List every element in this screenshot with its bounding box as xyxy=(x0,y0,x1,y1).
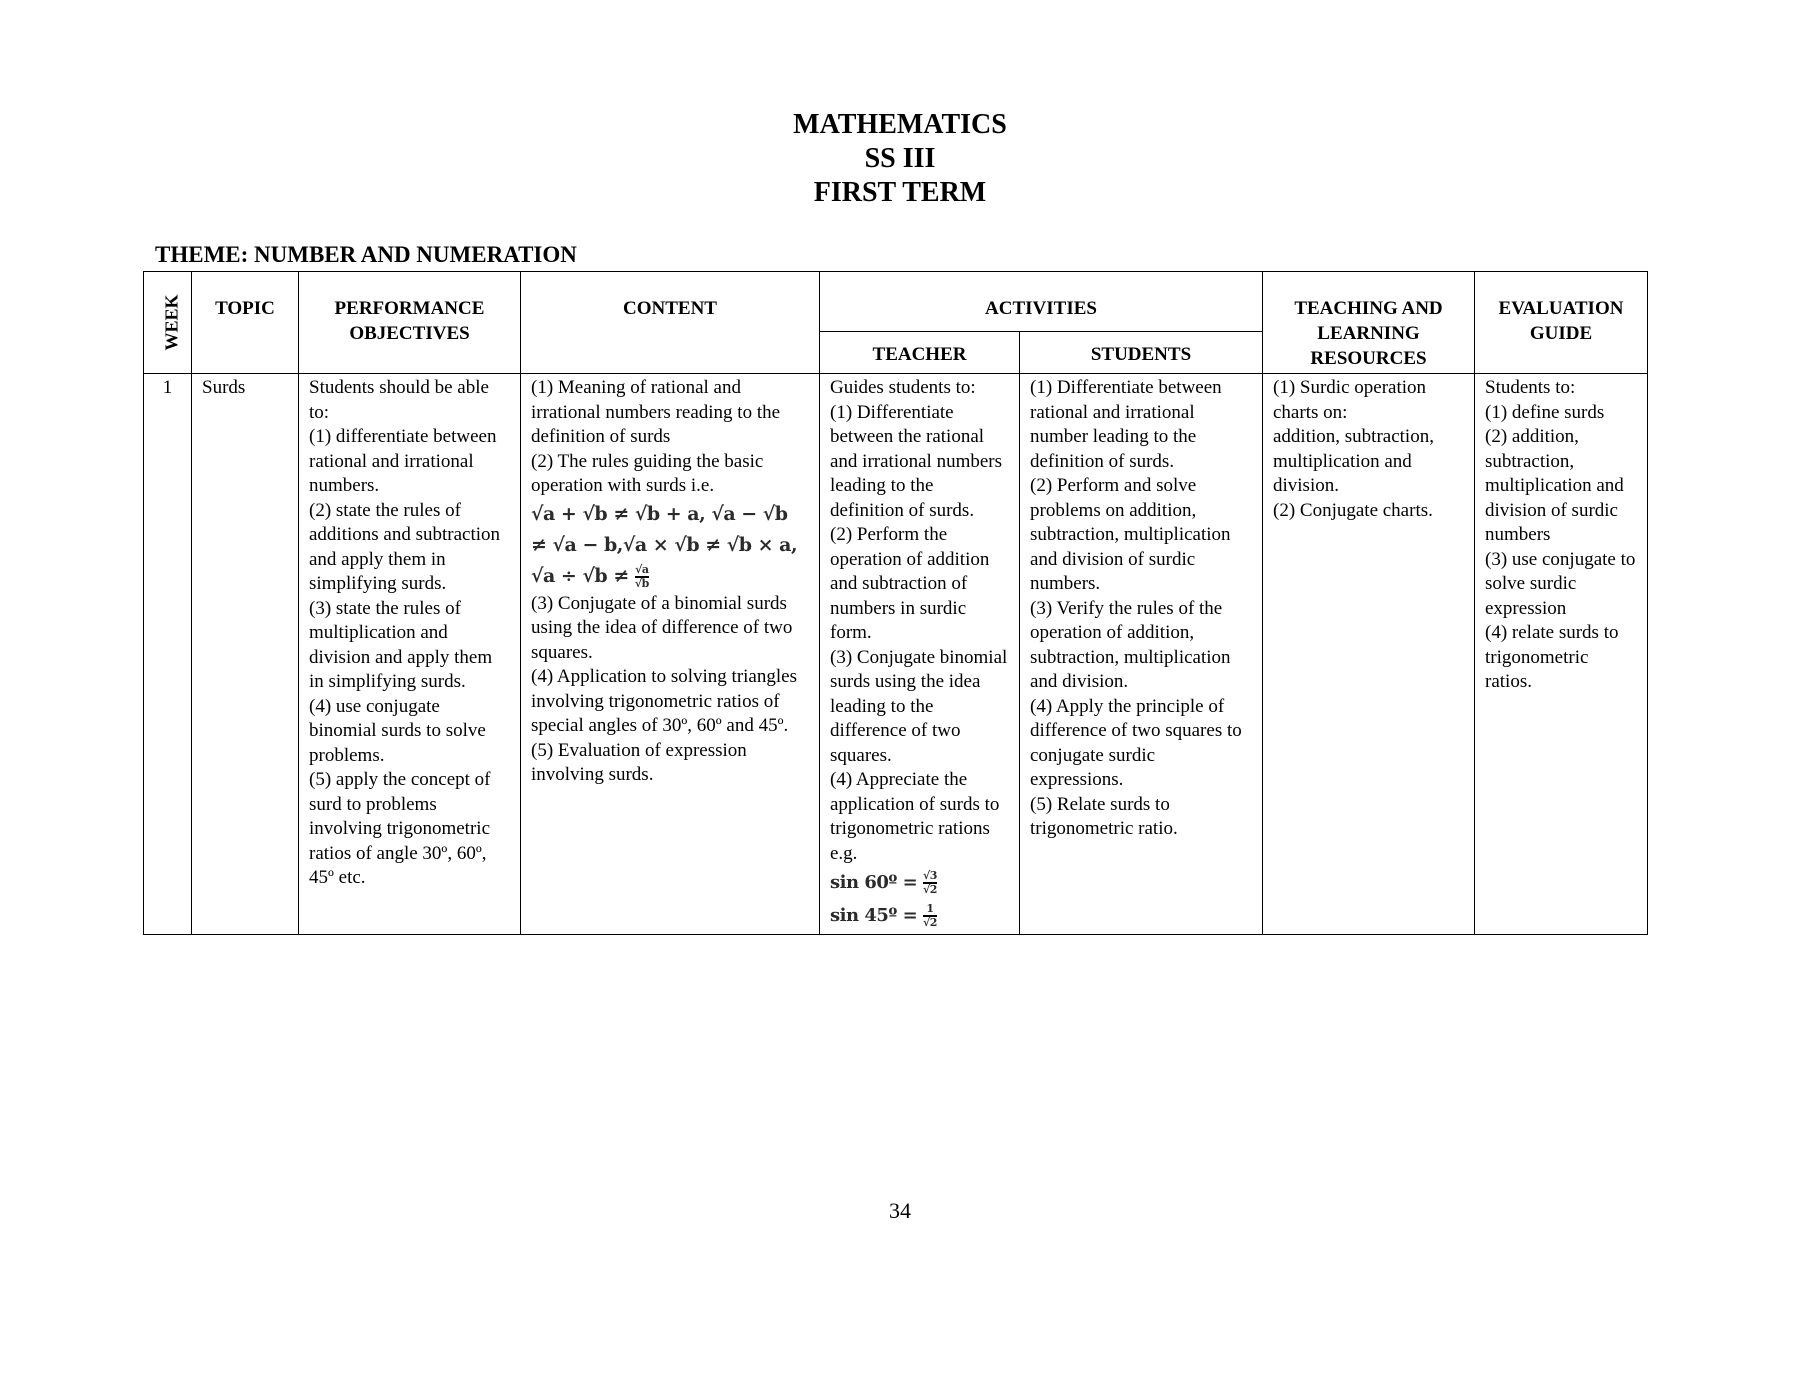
header-topic: TOPIC xyxy=(192,272,299,374)
content-cell xyxy=(521,374,820,935)
header-objectives: PERFORMANCE OBJECTIVES xyxy=(299,272,521,374)
scheme-of-work-table xyxy=(143,271,1648,935)
resources-cell: (1) Surdic operation charts on: addition, subtraction, multiplication and division. (2) Conjugate charts. xyxy=(1263,374,1475,935)
header-content: CONTENT xyxy=(521,272,820,374)
subject-heading: MATHEMATICS xyxy=(793,109,1007,140)
content-text-a: (1) Meaning of rational and irrational numbers reading to the definition of surds (2) The rules guiding the basic operation with surds i.e. xyxy=(531,377,781,496)
surd-rule-3: √a ÷ √b ≠ $\frac{√a}{√b}$ xyxy=(531,562,649,590)
header-resources: TEACHING AND LEARNING RESOURCES xyxy=(1263,272,1475,374)
topic-cell: Surds xyxy=(192,374,299,935)
surd-rule-2: ≠ √a − b,√a × √b ≠ √b × a, xyxy=(531,533,798,556)
header-activities: ACTIVITIES xyxy=(820,272,1263,332)
document-title xyxy=(0,108,1800,210)
sin60-formula: sin 60º = $\frac{√3}{√2}$ xyxy=(830,869,937,896)
term-heading: FIRST TERM xyxy=(813,177,987,208)
class-heading: SS III xyxy=(864,143,936,174)
header-evaluation: EVALUATION GUIDE xyxy=(1475,272,1648,374)
theme-heading: THEME: NUMBER AND NUMERATION xyxy=(155,242,577,267)
header-week: WEEK xyxy=(144,272,192,374)
evaluation-cell: Students to: (1) define surds (2) addition, subtraction, multiplication and division of surdic numbers (3) use conjugate to solve surdic expression (4) relate surds to trigonometric ratios. xyxy=(1475,374,1648,935)
sin45-formula: sin 45º = $\frac{1}{√2}$ xyxy=(830,902,937,929)
header-students: STUDENTS xyxy=(1020,331,1263,374)
objectives-cell: Students should be able to: (1) differentiate between rational and irrational numbers. (2) state the rules of additions and subtraction and apply them in simplifying surds. (3) state the rules of multiplication and division and apply them in simplifying surds. (4) use conjugate binomial surds to solve problems. (5) apply the concept of surd to problems involving trigonometric ratios of angle 30º, 60º, 45º etc. xyxy=(299,374,521,935)
content-text-b: (3) Conjugate of a binomial surds using the idea of difference of two squares. (4) Application to solving triangles involving trigonometric ratios of special angles of 30º, 60º and 45º. (5) Evaluation of expression involving surds. xyxy=(531,592,797,785)
teacher-text: Guides students to: (1) Differentiate between the rational and irrational numbers leading to the definition of surds. (2) Perform the operation of addition and subtraction of numbers in surdic form. (3) Conjugate binomial surds using the idea leading to the difference of two squares. (4) Appreciate the application of surds to trigonometric rations e.g. xyxy=(830,377,1008,864)
page-number: 34 xyxy=(889,1198,911,1223)
students-cell: (1) Differentiate between rational and irrational number leading to the definition of surds. (2) Perform and solve problems on addition, subtraction, multiplication and division of surdic numbers. (3) Verify the rules of the operation of addition, subtraction, multiplication and division. (4) Apply the principle of difference of two squares to conjugate surdic expressions. (5) Relate surds to trigonometric ratio. xyxy=(1020,374,1263,935)
week-cell: 1 xyxy=(144,374,192,935)
teacher-cell xyxy=(820,374,1020,935)
table-row xyxy=(144,374,1648,935)
header-teacher: TEACHER xyxy=(820,331,1020,374)
surd-rule-1: √a + √b ≠ √b + a, √a − √b xyxy=(531,502,788,525)
fraction: $\frac{√a}{√b}$ xyxy=(634,562,649,590)
